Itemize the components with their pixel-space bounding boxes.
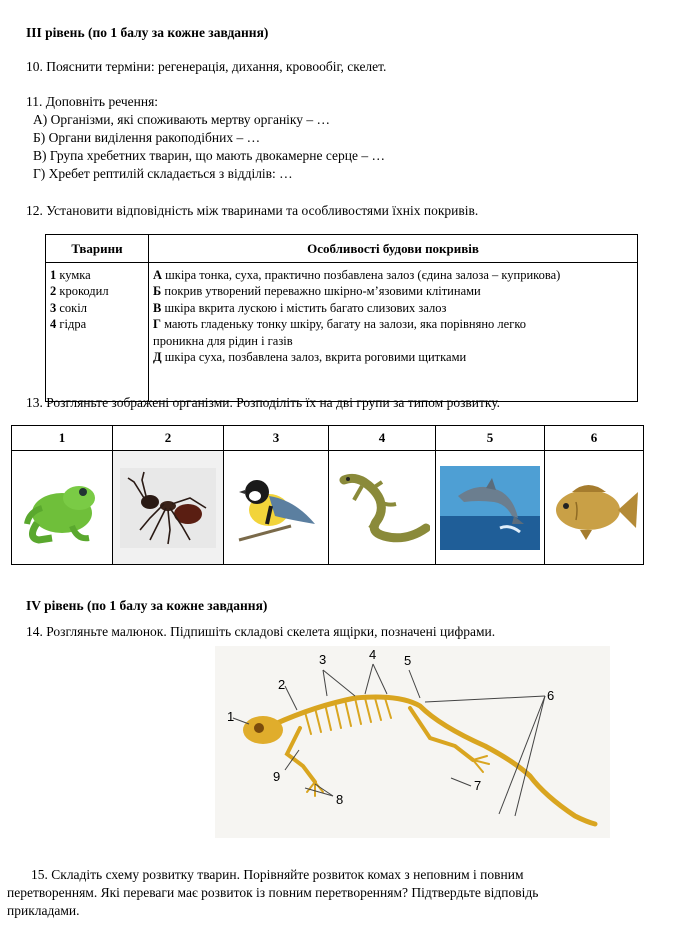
organism-image-cell	[545, 451, 644, 565]
level4-heading: IV рівень (по 1 балу за кожне завдання)	[26, 598, 268, 613]
animal-row: 4 гідра	[50, 317, 87, 332]
features-list	[149, 263, 638, 402]
feature-row: В шкіра вкрита лускою і містить багато слизових залоз	[153, 300, 447, 315]
feature-row: Г мають гладеньку тонку шкіру, багату на залози, яка порівняно легко	[153, 317, 527, 332]
feature-row: А шкіра тонка, суха, практично позбавлена залоз (єдина залоза – куприкова)	[153, 268, 561, 282]
tit-bird-icon	[231, 466, 321, 550]
organism-image-cell	[329, 451, 436, 565]
question-15-line: перетворенням. Які переваги має розвиток із повним перетворенням? Підтвердьте відповідь	[7, 885, 539, 900]
organism-image-cell	[436, 451, 545, 565]
question-11-item-c: В) Група хребетних тварин, що мають двокамерне серце – …	[33, 148, 385, 163]
skeleton-label: 3	[319, 652, 327, 667]
question-15-line: 15. Складіть схему розвитку тварин. Порівняйте розвиток комах з неповним і повним	[31, 867, 524, 882]
feature-row: Д шкіра суха, позбавлена залоз, вкрита роговими щитками	[153, 350, 467, 365]
covers-matching-table	[45, 234, 638, 402]
organism-number: 4	[329, 426, 436, 451]
question-14: 14. Розгляньте малюнок. Підпишіть складові скелета ящірки, позначені цифрами.	[26, 624, 496, 639]
animals-column-header: Тварини	[46, 235, 149, 263]
lizard-skeleton-figure	[215, 646, 610, 838]
organism-image-cell	[113, 451, 224, 565]
lizard-icon	[334, 466, 430, 550]
question-10: 10. Пояснити терміни: регенерація, дихання, кровообіг, скелет.	[26, 59, 387, 74]
level3-heading: III рівень (по 1 балу за кожне завдання)	[26, 25, 269, 40]
skeleton-label: 9	[273, 769, 281, 784]
organism-number: 1	[12, 426, 113, 451]
organism-number: 6	[545, 426, 644, 451]
animals-list	[46, 263, 149, 402]
animal-row: 2 крокодил	[50, 284, 109, 299]
fish-icon	[546, 468, 642, 548]
question-12-title: 12. Установити відповідність між тваринами та особливостями їхніх покривів.	[26, 203, 479, 218]
dolphin-icon	[440, 466, 540, 550]
skeleton-label: 2	[278, 677, 286, 692]
skeleton-label: 4	[369, 647, 377, 662]
frog-icon	[17, 468, 107, 548]
question-11-item-b: Б) Органи виділення ракоподібних – …	[33, 130, 261, 145]
question-11-item-d: Г) Хребет рептилій складається з відділів: …	[33, 166, 293, 181]
organism-number: 2	[113, 426, 224, 451]
organism-image-cell	[12, 451, 113, 565]
organisms-table	[11, 425, 644, 565]
skeleton-label: 6	[547, 688, 555, 703]
organism-number: 5	[436, 426, 545, 451]
skeleton-label: 5	[404, 653, 412, 668]
ant-icon	[120, 468, 216, 548]
question-11-title: 11. Доповніть речення:	[26, 94, 159, 109]
feature-row-continuation: проникна для рідин і газів	[153, 333, 293, 348]
question-11-item-a: А) Організми, які споживають мертву органіку – …	[33, 112, 331, 127]
organism-number: 3	[224, 426, 329, 451]
animal-row: 1 кумка	[50, 268, 91, 282]
skeleton-label: 7	[474, 778, 482, 793]
skeleton-label: 1	[227, 709, 235, 724]
features-column-header: Особливості будови покривів	[149, 235, 638, 263]
skeleton-label: 8	[336, 792, 344, 807]
animal-row: 3 сокіл	[50, 300, 87, 315]
organism-image-cell	[224, 451, 329, 565]
question-15-line: прикладами.	[7, 903, 80, 918]
question-13-title: 13. Розгляньте зображені організми. Розподіліть їх на дві групи за типом розвитку.	[26, 395, 501, 410]
feature-row: Б покрив утворений переважно шкірно-м’язовими клітинами	[153, 284, 481, 299]
